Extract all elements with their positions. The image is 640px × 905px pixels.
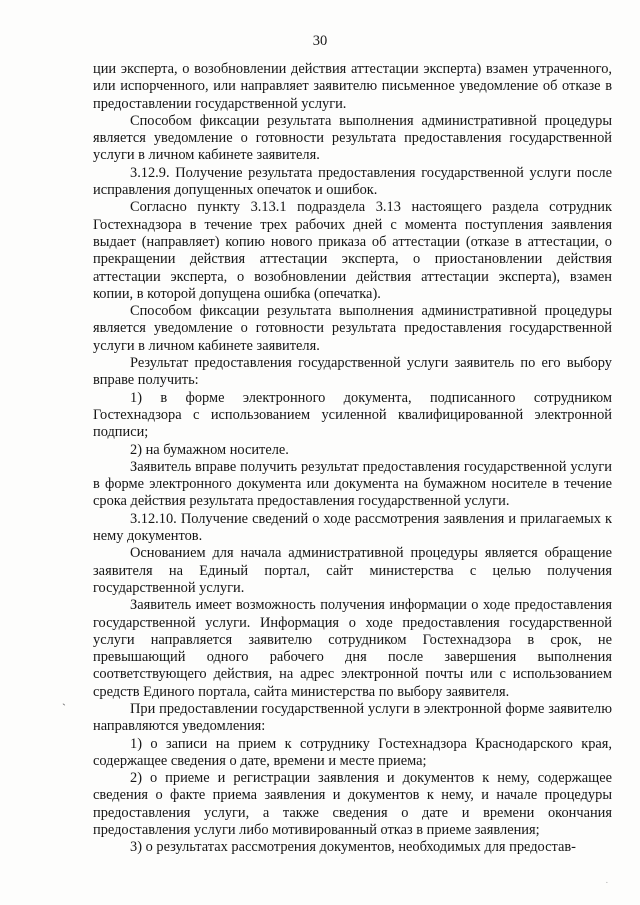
list-item: 1) о записи на прием к сотруднику Гостехнадзора Краснодарского края, содержащее сведения о дате, времени и месте приема; [93,735,612,769]
page-number: 30 [312,33,328,49]
paragraph: Способом фиксации результата выполнения административной процедуры является уведомление о готовности результата предоставления государственной услуги в личном кабинете заявителя. [93,303,612,354]
body-text [93,61,612,857]
paragraph: При предоставлении государственной услуги в электронной форме заявителю направляются уведомления: [93,700,612,735]
section-heading: 3.12.9. Получение результата предоставления государственной услуги после исправления допущенных опечаток и ошибок. [93,164,612,199]
section-heading: 3.12.10. Получение сведений о ходе рассмотрения заявления и прилагаемых к нему документов. [93,510,612,545]
paragraph: Способом фиксации результата выполнения административной процедуры является уведомление о готовности результата предоставления государственной услуги в личном кабинете заявителя. [93,112,612,164]
paragraph: Заявитель вправе получить результат предоставления государственной услуги в форме электронного документа или документа на бумажном носителе в течение срока действия результата предоставления государственной услуги. [93,458,612,510]
paragraph: Результат предоставления государственной услуги заявитель по его выбору вправе получить: [93,355,612,389]
list-item: 1) в форме электронного документа, подписанного сотрудником Гостехнадзора с использованием усиленной квалифицированной электронной подписи; [93,389,612,441]
paragraph: Основанием для начала административной процедуры является обращение заявителя на Единый портал, сайт министерства с целью получения государственной услуги. [93,545,612,596]
scan-speck: . [605,875,608,885]
paragraph: Заявитель имеет возможность получения информации о ходе предоставления государственной услуги. Информация о ходе предоставления государственной услуги направляется заявителю сотрудником Гостехнадзора в срок, не превышающий одного рабочего дня после завершения выполнения соответствующего действия, на адрес электронной почты или с использованием средств Единого портала, сайта министерства по выбору заявителя. [93,597,612,700]
list-item: 2) о приеме и регистрации заявления и документов к нему, содержащее сведения о факте приема заявления и документов к нему, и начале процедуры предоставления услуги, а также сведения о дате и времени окончания предоставления услуги либо мотивированный отказ в приеме заявления; [93,770,612,839]
list-item: 3) о результатах рассмотрения документов, необходимых для предостав- [130,839,576,856]
list-item: 2) на бумажном носителе. [130,441,289,458]
paragraph: ции эксперта, о возобновлении действия аттестации эксперта) взамен утраченного, или испорченного, или направляет заявителю письменное уведомление об отказе в предоставлении государственной услуги. [93,61,612,112]
paragraph: Согласно пункту 3.13.1 подраздела 3.13 настоящего раздела сотрудник Гостехнадзора в течение трех рабочих дней с момента поступления заявления выдает (направляет) копию нового приказа об аттестации (отказе в аттестации, о прекращении действия аттестации эксперта, о приостановлении действия аттестации эксперта, о возобновлении действия аттестации эксперта), взамен копии, в которой допущена ошибка (опечатка). [93,199,612,302]
scan-mark: ` [62,701,66,715]
